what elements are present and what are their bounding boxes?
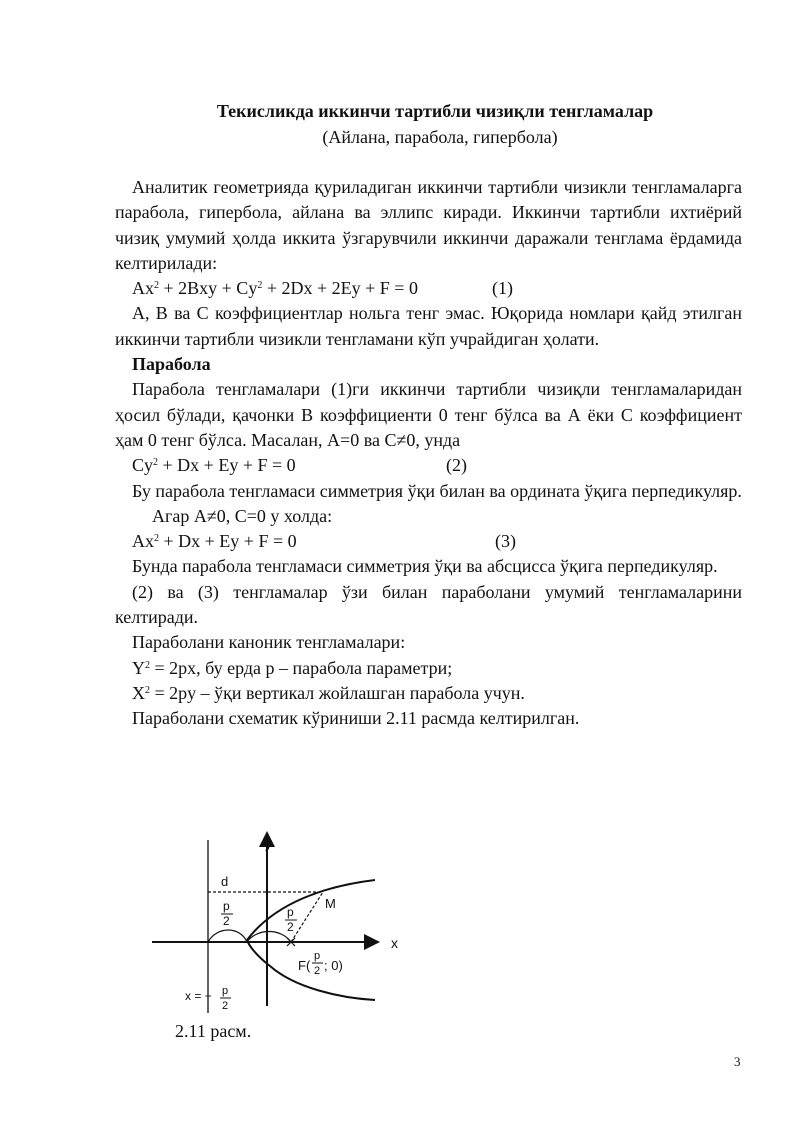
focus-label-numerator: p — [314, 950, 321, 962]
paragraph-condition: Агар А≠0, С=0 у холда: — [152, 505, 333, 526]
paragraph-abscissa: Бунда парабола тенгламаси симметрия ўқи ва абсцисса ўқига перпедикуляр. — [132, 556, 718, 577]
equation-2: $Cy^2 + Dx + Ey + F = 0$ (2) — [115, 453, 742, 478]
arc-left — [208, 930, 247, 942]
M-label: M — [325, 896, 336, 911]
page-number: 3 — [734, 1054, 741, 1069]
paragraph-canonical: Параболани каноник тенгламалари: — [132, 632, 406, 653]
d-label: d — [221, 874, 229, 889]
equation-number: (1) — [492, 278, 513, 299]
section-heading: Парабола — [132, 354, 211, 375]
equation-1: $Ax^2 + 2Bxy + Cy^2 + 2Dx + 2Ey + F = 0$ (1) — [115, 276, 742, 301]
focus-label-denominator: 2 — [314, 965, 321, 977]
y-axis-label: y — [265, 835, 272, 851]
page-title: Текисликда иккинчи тартибли чизиқли тенгламалар — [216, 101, 654, 121]
body-text — [115, 175, 742, 732]
paragraph-general: (2) ва (3) тенгламалар ўзи билан параболани умумий тенгламаларини келтиради. — [115, 581, 742, 628]
paragraph-intro: Аналитик геометрияда қуриладиган иккинчи тартибли чизикли тенгламаларга парабола, гипербола, айлана ва эллипс киради. Иккинчи тартибли ихтиёрий чизиқ умумий ҳолда иккита ўзгарувчили иккинчи даражали тенглама ёрдамида келтирилади: — [115, 177, 742, 273]
focus-label-prefix: F( — [298, 958, 311, 973]
figure-caption: 2.11 расм. — [175, 1021, 252, 1041]
paragraph-parabola: Парабола тенгламалари (1)ги иккинчи тартибли чизиқли тенгламаларидан ҳосил бўлади, қачонки В коэффициенти 0 тенг бўлса ва А ёки С коэффициент ҳам 0 тенг бўлса. Масалан, А=0 ва С≠0, унда — [115, 379, 742, 450]
half-p-left-denominator: 2 — [223, 914, 230, 928]
focal-line — [291, 892, 323, 942]
directrix-label-numerator: p — [222, 985, 229, 997]
directrix-label-denominator: 2 — [222, 1000, 229, 1012]
equation-3: $Ax^2 + Dx + Ey + F = 0$ (3) — [115, 529, 742, 554]
half-p-right-numerator: p — [287, 905, 294, 919]
equation-number: (3) — [495, 531, 516, 552]
equation-5: $X^2 = 2py$ – ўқи вертикал жойлашган парабола учун. — [132, 682, 525, 703]
directrix-label-prefix: x = − — [185, 989, 212, 1003]
parabola-figure — [145, 828, 425, 1018]
x-axis-label: x — [391, 935, 398, 951]
half-p-right-denominator: 2 — [287, 920, 294, 934]
page-subtitle: (Айлана, парабола, гипербола) — [322, 127, 558, 147]
paragraph-coefficients: А, В ва С коэффициентлар нольга тенг эмас. Юқорида номлари қайд этилган иккинчи тартибли чизикли тенгламани кўп учрайдиган ҳолати. — [115, 303, 742, 349]
equation-4: $Y^2 = 2px$, бу ерда р – парабола параметри; — [132, 657, 453, 678]
equation-number: (2) — [446, 455, 467, 476]
paragraph-ordinate: Бу парабола тенгламаси симметрия ўқи билан ва ордината ўқига перпедикуляр. — [132, 480, 742, 501]
half-p-left-numerator: p — [223, 899, 230, 913]
paragraph-figure-ref: Параболани схематик кўриниши 2.11 расмда келтирилган. — [132, 708, 580, 729]
focus-label-suffix: ; 0) — [324, 958, 343, 973]
